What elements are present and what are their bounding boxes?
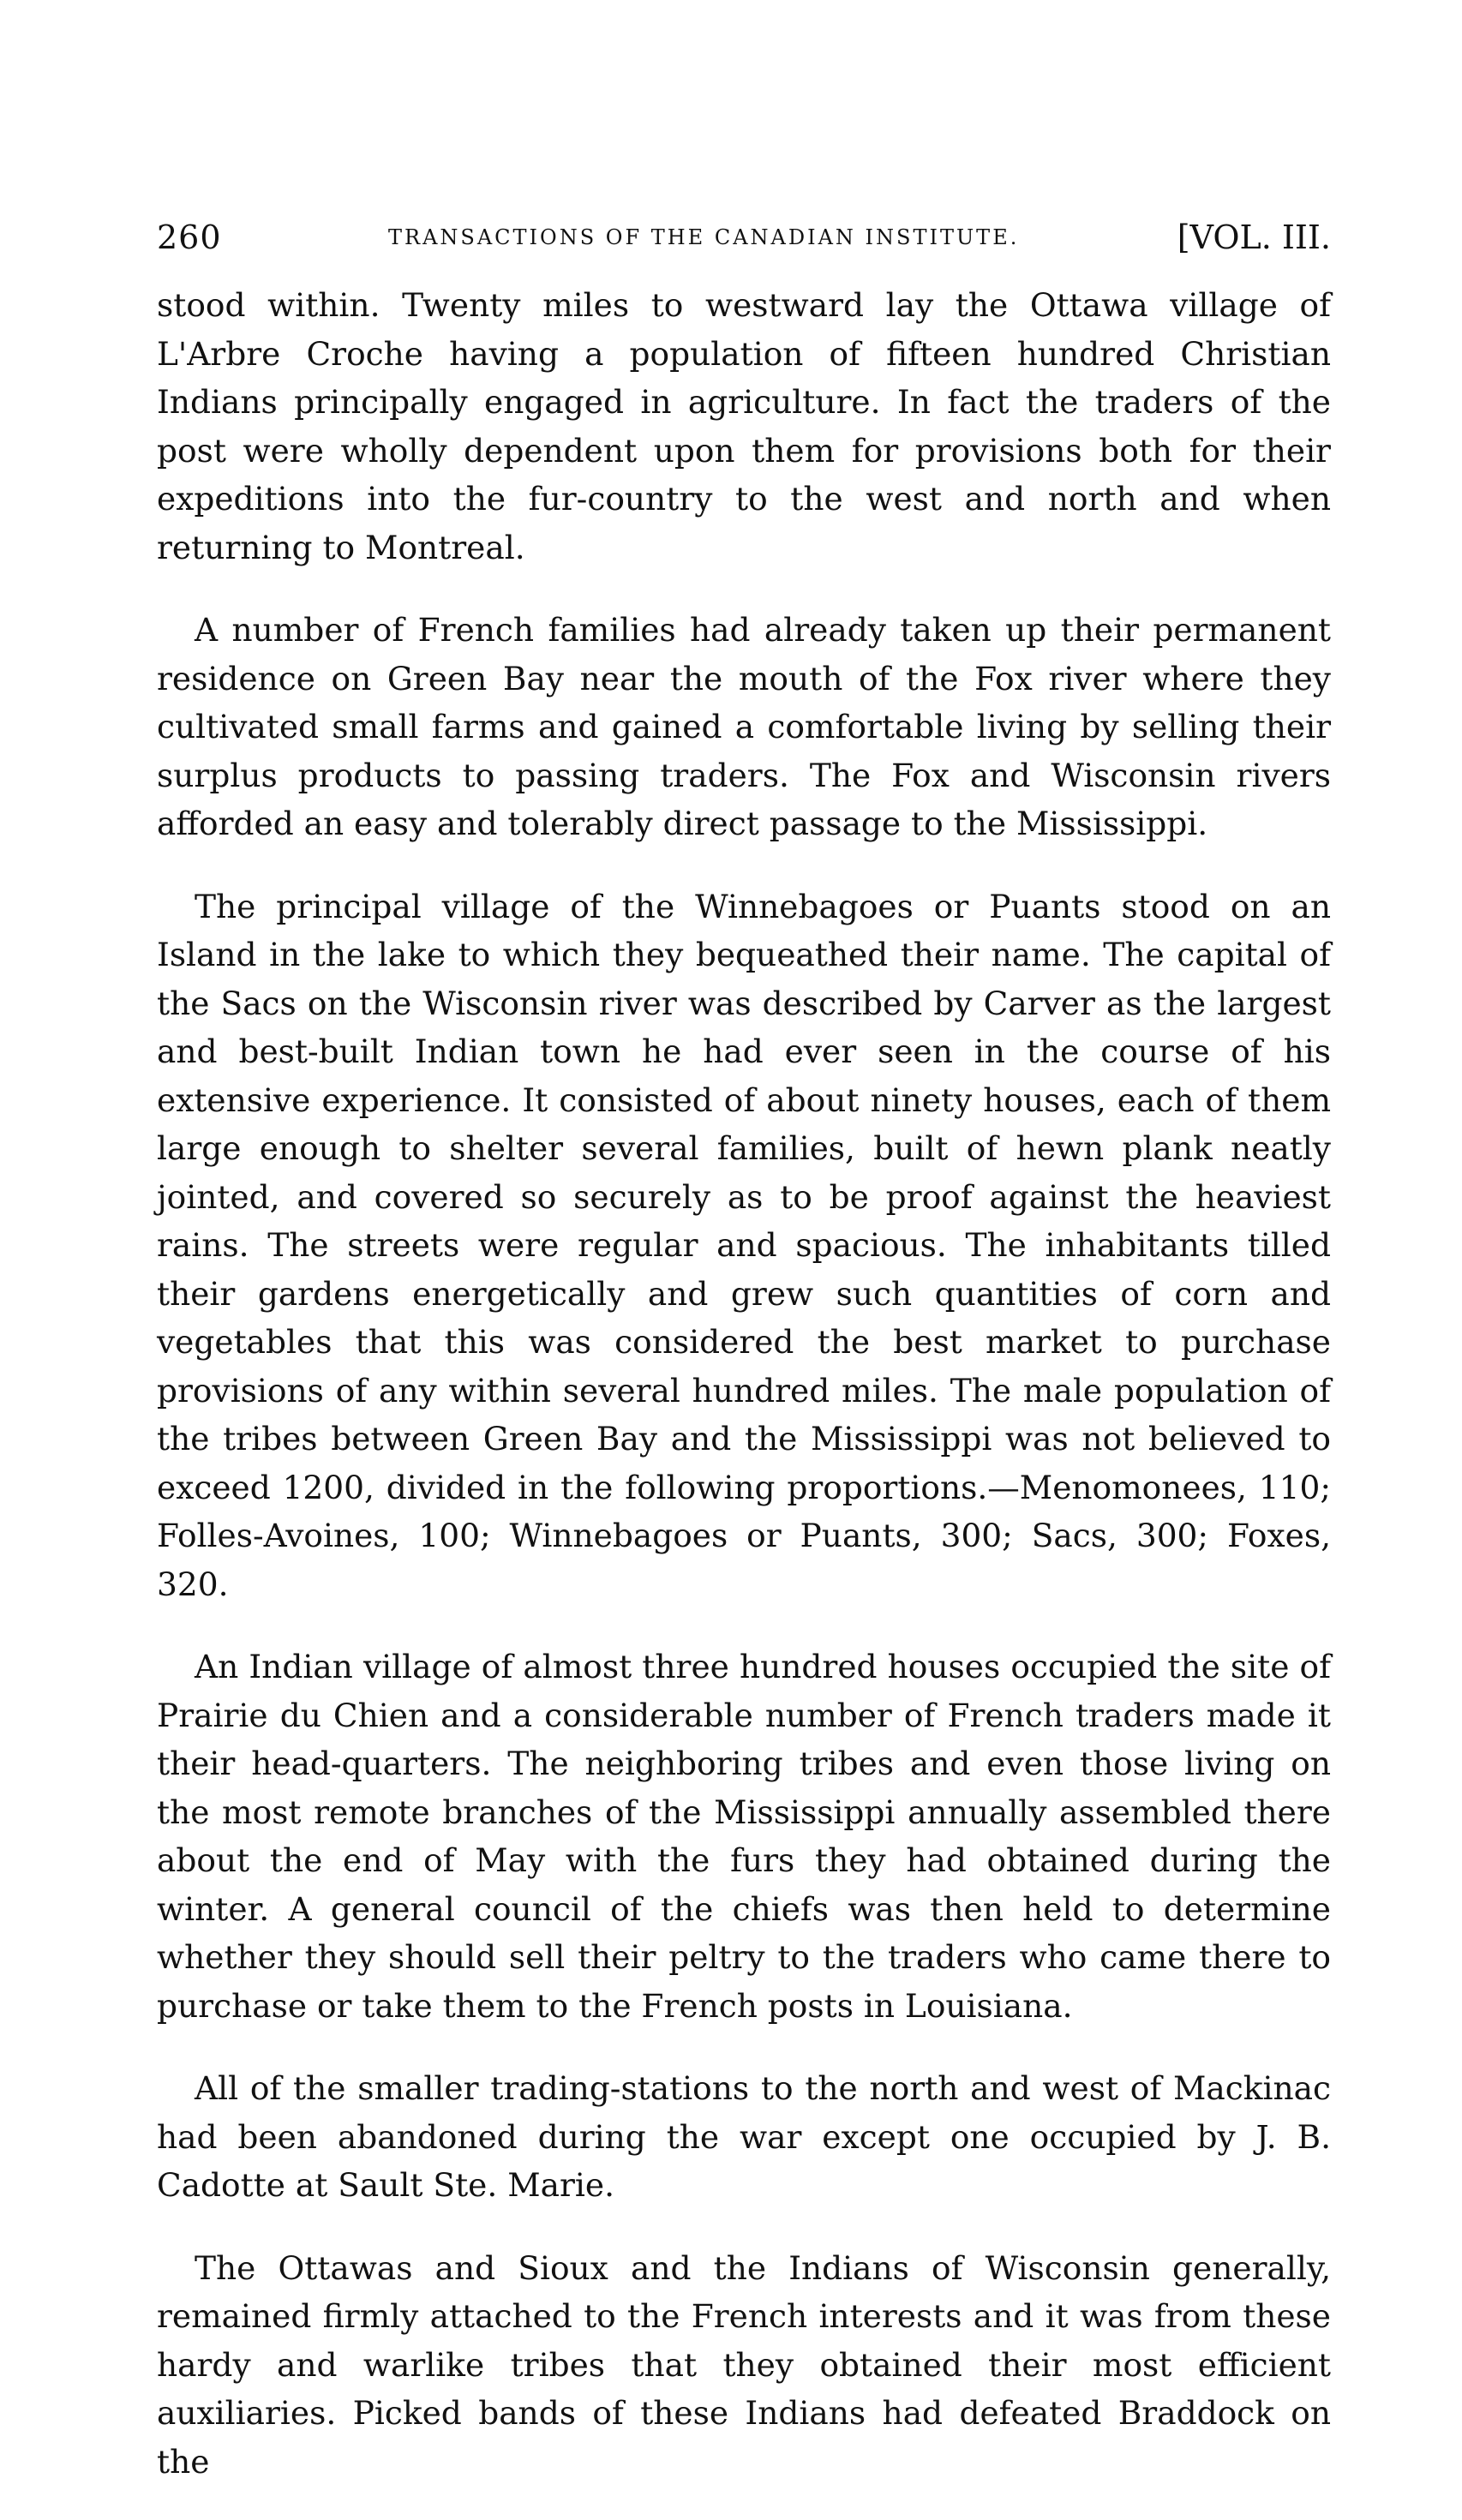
running-title: TRANSACTIONS OF THE CANADIAN INSTITUTE.	[388, 225, 1020, 249]
volume-label: [VOL. III.	[1177, 218, 1331, 256]
paragraph-2: A number of French families had already taken up their permanent residence on Green Bay near the mouth of the Fox river where they cultivated small farms and gained a comfortable living by selling their surplus products to passing traders. The Fox and Wisconsin rivers afforded an easy and tolerably direct passage to the Mississippi.	[157, 611, 1331, 842]
paragraph-5: All of the smaller trading-stations to the north and west of Mackinac had been abandoned during the war except one occupied by J. B. Cadotte at Sault Ste. Marie.	[157, 2069, 1331, 2204]
paragraph-6: The Ottawas and Sioux and the Indians of Wisconsin generally, remained firmly attached to the French interests and it was from these hardy and warlike tribes that they obtained their most efficient auxiliaries. Picked bands of these Indians had defeated Braddock on the	[157, 2248, 1331, 2481]
page-number: 260	[157, 218, 222, 256]
paragraph-1: stood within. Twenty miles to westward lay the Ottawa village of L'Arbre Croche having a population of fifteen hundred Christian Indians principally engaged in agriculture. In fact the traders of the post were wholly dependent upon them for provisions both for their expeditions into the fur-country to the west and north and when returning to Montreal.	[157, 286, 1331, 566]
running-head	[157, 218, 1331, 261]
paragraph-4: An Indian village of almost three hundred houses occupied the site of Prairie du Chien and a considerable number of French traders made it their head-quarters. The neighboring tribes and even those living on the most remote branches of the Mississippi annually assembled there about the end of May with the furs they had obtained during the winter. A general council of the chiefs was then held to determine whether they should sell their peltry to the traders who came there to purchase or take them to the French posts in Louisiana.	[157, 1648, 1331, 2025]
paragraph-3: The principal village of the Winnebagoes or Puants stood on an Island in the lake to which they bequeathed their name. The capital of the Sacs on the Wisconsin river was described by Carver as the largest and best-built Indian town he had ever seen in the course of his extensive experience. It consisted of about ninety houses, each of them large enough to shelter several families, built of hewn plank neatly jointed, and covered so securely as to be proof against the heaviest rains. The streets were regular and spacious. The inhabitants tilled their gardens energetically and grew such quantities of corn and vegetables that this was considered the best market to purchase provisions of any within several hundred miles. The male population of the tribes between Green Bay and the Mississippi was not believed to exceed 1200, divided in the following proportions.—Menomonees, 110; Folles-Avoines, 100; Winnebagoes or Puants, 300; Sacs, 300; Foxes, 320.	[157, 887, 1331, 1603]
body-text	[157, 281, 1331, 2520]
